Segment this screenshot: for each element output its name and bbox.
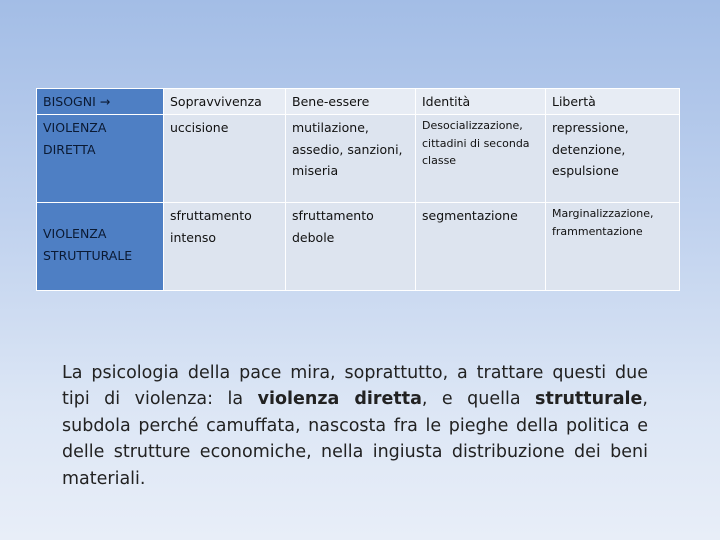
table-cell: Marginalizzazione, frammentazione [546, 203, 680, 291]
violence-needs-table [36, 88, 680, 291]
table-cell: Desocializzazione, cittadini di seconda classe [416, 115, 546, 203]
table-row-direct-violence [37, 115, 680, 203]
table-cell: repressione, detenzione, espulsione [546, 115, 680, 203]
body-paragraph [62, 360, 648, 493]
table-cell: sfruttamento intenso [164, 203, 286, 291]
row-label: VIOLENZA STRUTTURALE [37, 203, 164, 291]
corner-label: BISOGNI → [43, 94, 111, 109]
row-label: VIOLENZA DIRETTA [37, 115, 164, 203]
paragraph-text: , e quella [421, 389, 536, 409]
corner-label-cell [37, 89, 164, 115]
table-cell: uccisione [164, 115, 286, 203]
table-row-structural-violence [37, 203, 680, 291]
paragraph-emphasis: strutturale [535, 389, 643, 409]
paragraph-text: , subdola perché camuffata, nascosta fra le pieghe della politica e delle strutture economiche, nella ingiusta distribuzione dei beni materiali. [62, 389, 648, 489]
table-cell: segmentazione [416, 203, 546, 291]
table-cell: sfruttamento debole [286, 203, 416, 291]
column-header: Bene-essere [286, 89, 416, 115]
column-header: Sopravvivenza [164, 89, 286, 115]
paragraph-text: La psicologia della pace mira, soprattutto, a trattare questi due tipi di violenza: la [62, 362, 648, 409]
column-header: Identità [416, 89, 546, 115]
paragraph-emphasis: violenza diretta [257, 389, 422, 409]
table-header-row [37, 89, 680, 115]
table-cell: mutilazione, assedio, sanzioni, miseria [286, 115, 416, 203]
column-header: Libertà [546, 89, 680, 115]
